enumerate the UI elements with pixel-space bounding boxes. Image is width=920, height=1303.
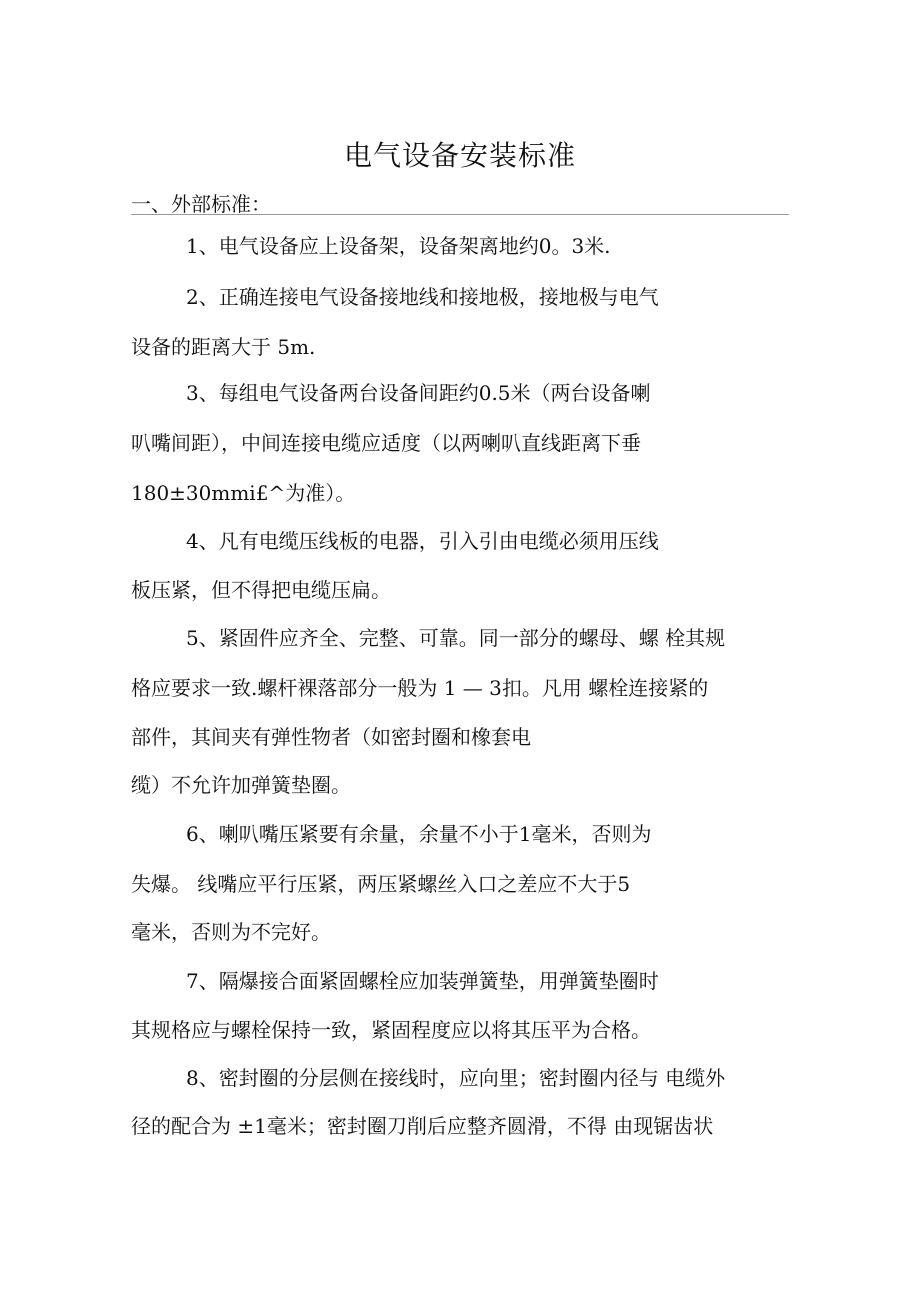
paragraph-line: 格应要求一致.螺杆裸落部分一般为 1 — 3扣。凡用 螺栓连接紧的: [131, 676, 709, 700]
paragraph-line: 1、电气设备应上设备架，设备架离地约0。3米.: [186, 234, 611, 258]
section-heading: 一、外部标准：: [131, 192, 271, 216]
page-title: 电气设备安装标准: [343, 139, 576, 172]
paragraph-line: 3、每组电气设备两台设备间距约0.5米（两台设备喇: [186, 381, 651, 405]
paragraph-line: 8、密封圈的分层侧在接线时，应向里；密封圈内径与 电缆外: [186, 1066, 726, 1090]
paragraph-line: 失爆。 线嘴应平行压紧，两压紧螺丝入口之差应不大于5: [131, 872, 631, 896]
paragraph-line: 5、紧固件应齐全、完整、可靠。同一部分的螺母、螺 栓其规: [186, 626, 726, 650]
paragraph-line: 其规格应与螺栓保持一致，紧固程度应以将其压平为合格。: [131, 1018, 651, 1042]
paragraph-line: 7、隔爆接合面紧固螺栓应加装弹簧垫，用弹簧垫圈时: [186, 969, 659, 993]
paragraph-line: 缆）不允许加弹簧垫圈。: [131, 773, 351, 797]
paragraph-line: 4、凡有电缆压线板的电器，引入引由电缆必须用压线: [186, 529, 659, 553]
paragraph-line: 2、正确连接电气设备接地线和接地极，接地极与电气: [186, 285, 659, 309]
paragraph-line: 板压紧，但不得把电缆压扁。: [131, 578, 391, 602]
section-divider: [131, 214, 789, 215]
paragraph-line: 180±30mmi£^为准）。: [131, 481, 356, 505]
paragraph-line: 部件，其间夹有弹性物者（如密封圈和橡套电: [131, 725, 531, 749]
paragraph-line: 径的配合为 ±1毫米；密封圈刀削后应整齐圆滑，不得 由现锯齿状: [131, 1114, 714, 1138]
paragraph-line: 毫米，否则为不完好。: [131, 920, 331, 944]
paragraph-line: 6、喇叭嘴压紧要有余量，余量不小于1毫米，否则为: [186, 822, 652, 846]
paragraph-line: 叭嘴间距），中间连接电缆应适度（以两喇叭直线距离下垂: [131, 431, 641, 455]
paragraph-line: 设备的距离大于 5m.: [131, 335, 316, 359]
